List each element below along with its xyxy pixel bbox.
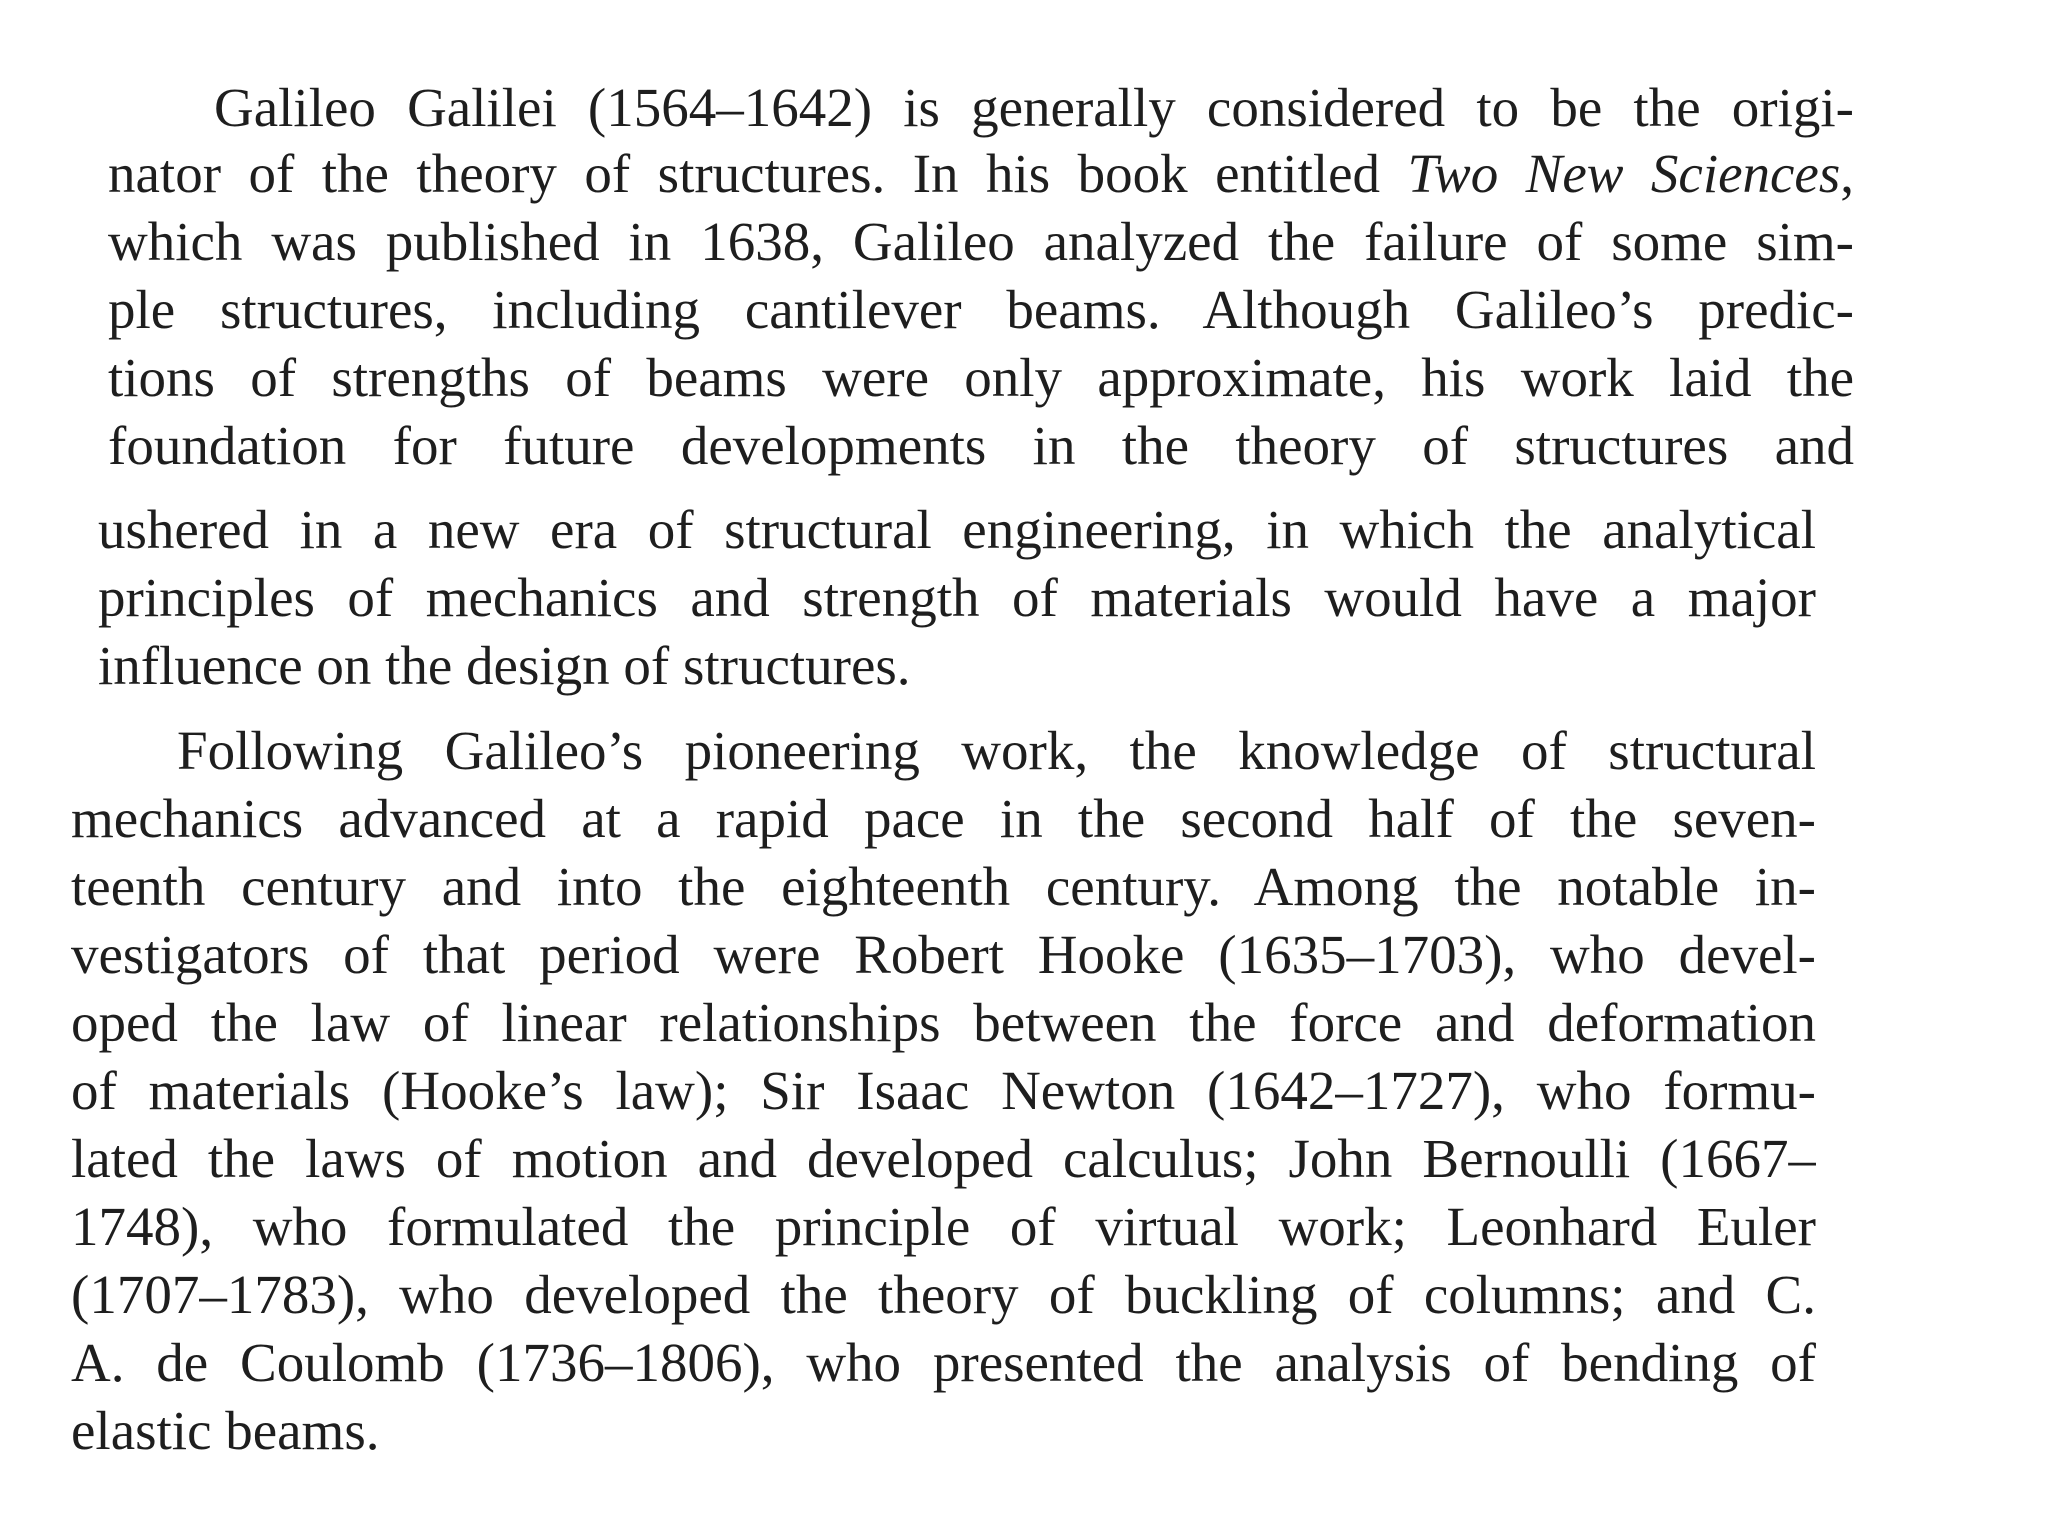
text-line: oped the law of linear relationships between the force and deformation [71, 992, 1816, 1053]
text-line: mechanics advanced at a rapid pace in the second half of the seven- [71, 788, 1816, 849]
text-line: 1748), who formulated the principle of virtual work; Leonhard Euler [71, 1196, 1816, 1257]
text-line: A. de Coulomb (1736–1806), who presented the analysis of bending of [71, 1332, 1816, 1393]
text-line: lated the laws of motion and developed calculus; John Bernoulli (1667– [71, 1128, 1816, 1189]
text-line: ushered in a new era of structural engineering, in which the analytical [98, 499, 1816, 560]
text-line: tions of strengths of beams were only approximate, his work laid the [108, 347, 1854, 408]
text-line: teenth century and into the eighteenth century. Among the notable in- [71, 856, 1816, 917]
text-line: nator of the theory of structures. In his book entitled Two New Sciences, [108, 143, 1854, 204]
text-line: vestigators of that period were Robert Hooke (1635–1703), who devel- [71, 924, 1816, 985]
text-line: Galileo Galilei (1564–1642) is generally considered to be the origi- [214, 77, 1854, 138]
text-line: elastic beams. [71, 1400, 380, 1461]
text-line: principles of mechanics and strength of materials would have a major [98, 567, 1816, 628]
text-line: foundation for future developments in the theory of structures and [108, 415, 1854, 476]
text-line: which was published in 1638, Galileo analyzed the failure of some sim- [108, 211, 1854, 272]
text-line: of materials (Hooke’s law); Sir Isaac Newton (1642–1727), who formu- [71, 1060, 1816, 1121]
book-title: Two New Sciences [1407, 143, 1841, 204]
text-line: influence on the design of structures. [98, 635, 911, 696]
text-line: Following Galileo’s pioneering work, the knowledge of structural [177, 720, 1816, 781]
text-line: (1707–1783), who developed the theory of buckling of columns; and C. [71, 1264, 1816, 1325]
text-line: ple structures, including cantilever beams. Although Galileo’s predic- [108, 279, 1854, 340]
